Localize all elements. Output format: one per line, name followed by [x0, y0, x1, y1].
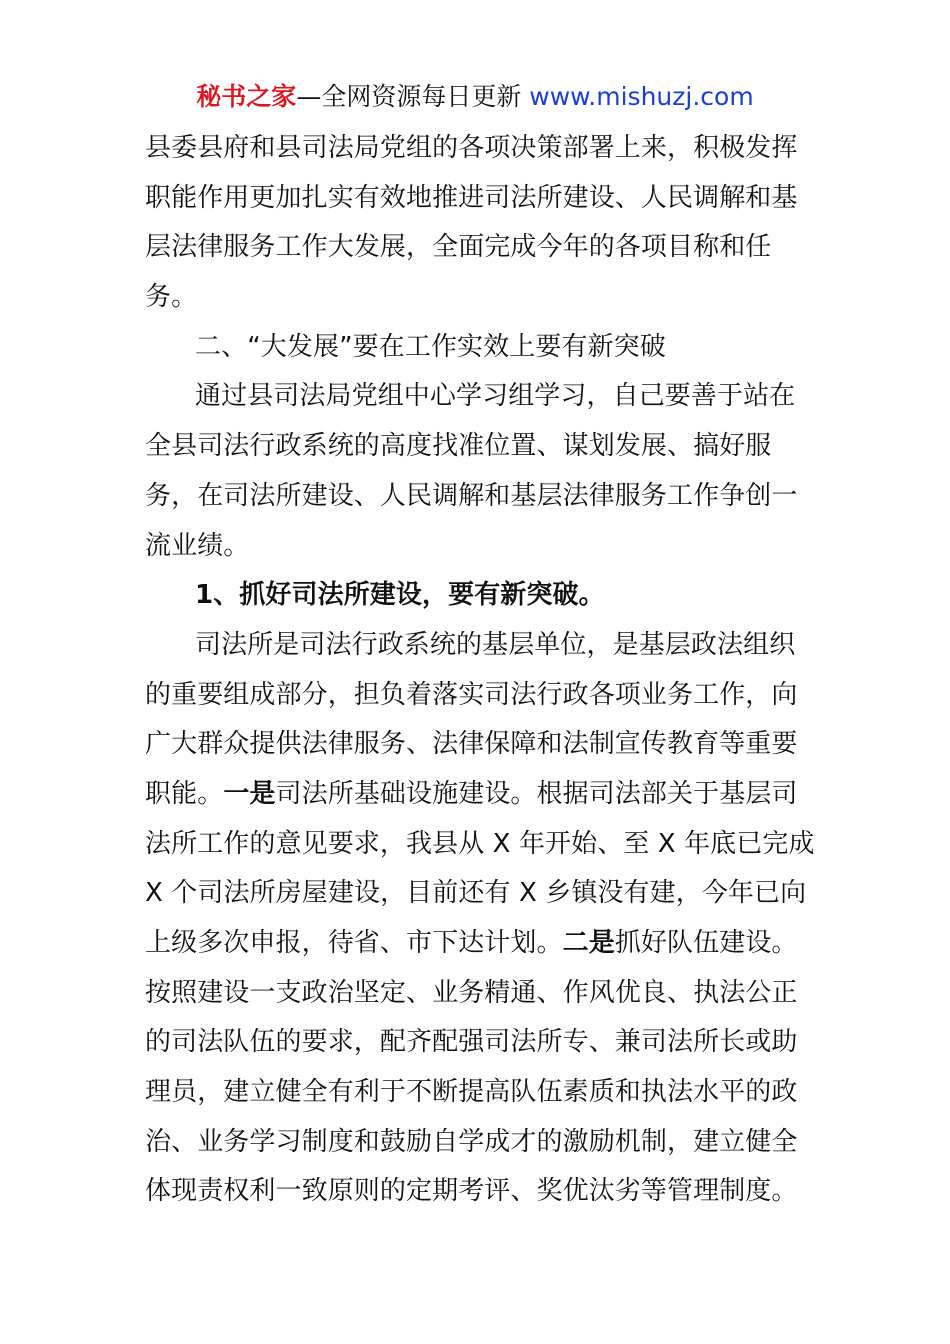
- paragraph-line: [145, 770, 815, 820]
- paragraph-line: 县委县府和县司法局党组的各项决策部署上来，积极发挥: [145, 133, 798, 163]
- paragraph-line: 全县司法行政系统的高度找准位置、谋划发展、搞好服: [145, 431, 772, 462]
- paragraph-line: 法所工作的意见要求，我县从 X 年开始、至 X 年底已完成: [145, 828, 815, 859]
- subsection-heading: 1、抓好司法所建设，要有新突破。: [195, 580, 605, 611]
- point-marker-second: 二是: [562, 928, 615, 958]
- paragraph-line: 的重要组成部分，担负着落实司法行政各项业务工作，向: [145, 679, 798, 710]
- paragraph-line: 的司法队伍的要求，配齐配强司法所专、兼司法所长或助: [145, 1027, 798, 1058]
- paragraph-line: 司法所是司法行政系统的基层单位，是基层政法组织: [195, 629, 796, 660]
- site-url-link[interactable]: www.mishuzj.com: [529, 82, 754, 111]
- paragraph-line: 务。: [145, 282, 198, 313]
- point-marker-first: 一是: [223, 778, 276, 809]
- paragraph-line: X 个司法所房屋建设，目前还有 X 乡镇没有建，今年已向: [145, 878, 807, 909]
- paragraph-line: 按照建设一支政治坚定、业务精通、作风优良、执法公正: [145, 977, 798, 1008]
- paragraph-line: 通过县司法局党组中心学习组学习，自己要善于站在: [195, 381, 796, 412]
- document-body: [145, 124, 815, 1217]
- paragraph-line: 治、业务学习制度和鼓励自学成才的激励机制，建立健全: [145, 1126, 798, 1157]
- paragraph-line: 体现责权利一致原则的定期考评、奖优汰劣等管理制度。: [145, 1176, 798, 1207]
- line-text: 上级多次申报，待省、市下达计划。: [145, 928, 563, 958]
- paragraph-line: 广大群众提供法律服务、法律保障和法制宣传教育等重要: [145, 729, 798, 760]
- paragraph-line: 层法律服务工作大发展，全面完成今年的各项目称和任: [145, 232, 772, 263]
- paragraph-line: 务，在司法所建设、人民调解和基层法律服务工作争创一: [145, 480, 798, 511]
- line-text: 司法所基础设施建设。根据司法部关于基层司: [275, 778, 798, 809]
- header-tagline: —全网资源每日更新: [296, 82, 530, 111]
- line-text: 职能。: [145, 778, 224, 809]
- line-text: 抓好队伍建设。: [614, 928, 798, 958]
- paragraph-line: [145, 919, 815, 969]
- paragraph-line: 理员，建立健全有利于不断提高队伍素质和执法水平的政: [145, 1077, 798, 1108]
- paragraph-line: 职能作用更加扎实有效地推进司法所建设、人民调解和基: [145, 182, 798, 213]
- site-header: [0, 80, 950, 114]
- section-heading: 二、“大发展”要在工作实效上要有新突破: [195, 331, 666, 362]
- brand-name: 秘书之家: [196, 82, 297, 111]
- paragraph-line: 流业绩。: [145, 530, 250, 561]
